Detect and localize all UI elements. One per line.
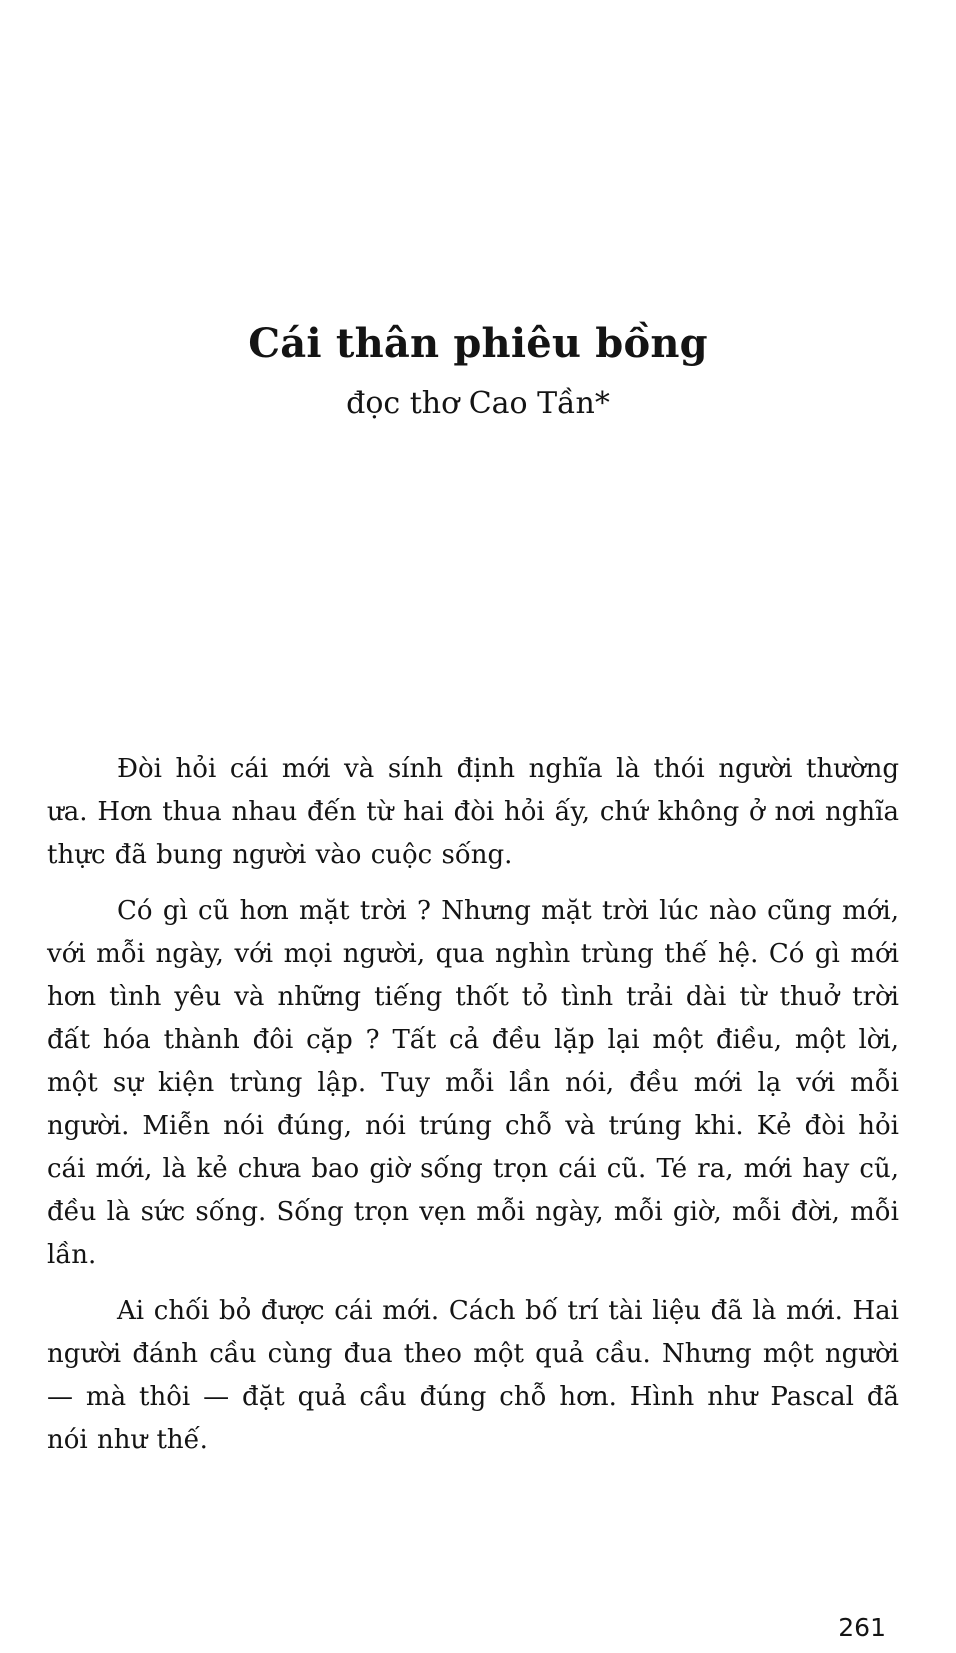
page-number: 261 xyxy=(838,1613,886,1642)
body-text xyxy=(47,748,899,1475)
paragraph-1: Đòi hỏi cái mới và sính định nghĩa là thói người thường ưa. Hơn thua nhau đến từ hai đòi hỏi ấy, chứ không ở nơi nghĩa thực đã bung người vào cuộc sống. xyxy=(47,754,899,870)
paragraph-2: Có gì cũ hơn mặt trời ? Nhưng mặt trời lúc nào cũng mới, với mỗi ngày, với mọi người, qua nghìn trùng thế hệ. Có gì mới hơn tình yêu và những tiếng thốt tỏ tình trải dài từ thuở trời đất hóa thành đôi cặp ? Tất cả đều lặp lại một điều, một lời, một sự kiện trùng lập. Tuy mỗi lần nói, đều mới lạ với mỗi người. Miễn nói đúng, nói trúng chỗ và trúng khi. Kẻ đòi hỏi cái mới, là kẻ chưa bao giờ sống trọn cái cũ. Té ra, mới hay cũ, đều là sức sống. Sống trọn vẹn mỗi ngày, mỗi giờ, mỗi đời, mỗi lần. xyxy=(47,896,899,1270)
chapter-subtitle: đọc thơ Cao Tần* xyxy=(346,386,610,421)
paragraph-3: Ai chối bỏ được cái mới. Cách bố trí tài liệu đã là mới. Hai người đánh cầu cùng đua theo một quả cầu. Nhưng một người — mà thôi — đặt quả cầu đúng chỗ hơn. Hình như Pascal đã nói như thế. xyxy=(47,1296,899,1455)
chapter-title: Cái thân phiêu bồng xyxy=(248,320,708,367)
